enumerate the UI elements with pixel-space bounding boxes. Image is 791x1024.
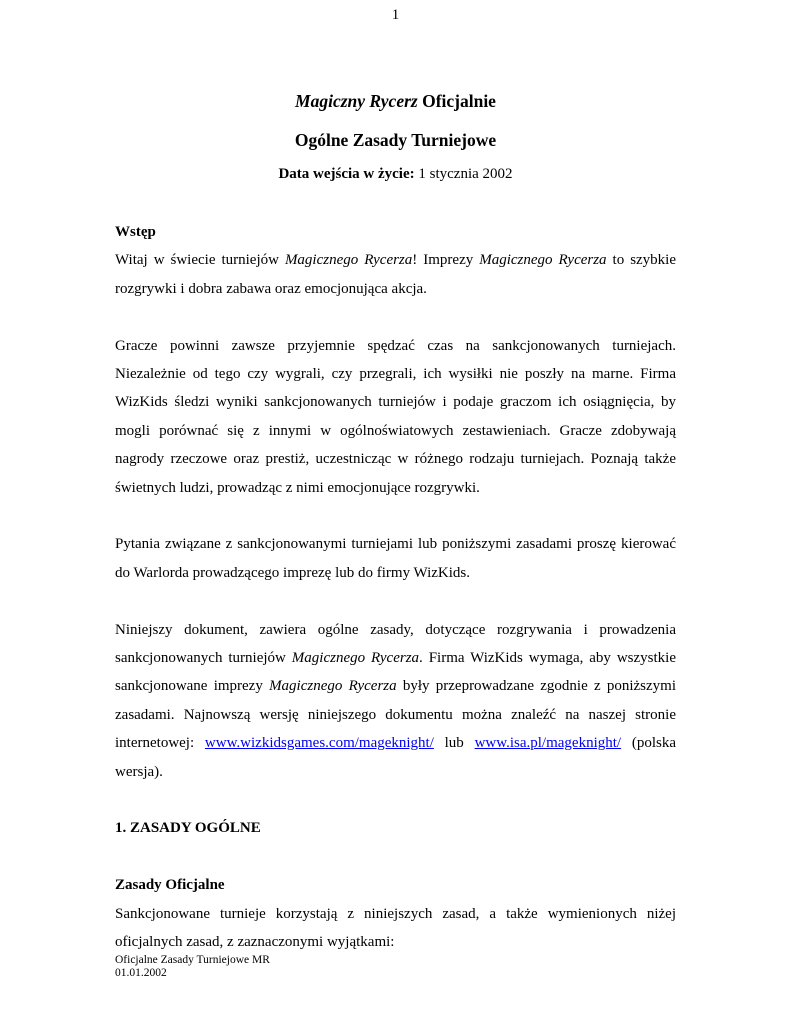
text-run-italic: Magicznego Rycerza	[284, 252, 413, 269]
text-run: to szybkie rozgrywki i dobra zabawa oraz emocjonująca akcja.	[115, 252, 677, 297]
title-official-suffix: Oficjalnie	[417, 91, 496, 111]
text-run: lub	[433, 735, 475, 752]
footer-document-name: Oficjalne Zasady Turniejowe MR	[115, 954, 270, 966]
footer-date: 01.01.2002	[115, 967, 167, 979]
text-run: . Firma WizKids wymaga, aby wszystkie sankcjonowane imprezy	[115, 650, 676, 695]
subsection-heading-zasady-oficjalne: Zasady Oficjalne	[115, 877, 225, 894]
document-content	[115, 88, 676, 956]
title-game-name: Magiczny Rycerz	[295, 91, 418, 111]
effective-date-value: 1 stycznia 2002	[414, 166, 513, 182]
text-run: Witaj w świecie turniejów	[115, 252, 285, 269]
text-run: Niniejszy dokument, zawiera ogólne zasady, dotyczące rozgrywania i prowadzenia sankcjonowanych turniejów	[115, 621, 676, 667]
paragraph-document-info	[115, 616, 676, 786]
section-heading-zasady-ogolne: 1. ZASADY OGÓLNE	[115, 820, 261, 837]
title-block	[115, 88, 676, 185]
text-run-italic: Magicznego Rycerza	[479, 252, 607, 269]
link-isa-pl[interactable]: www.isa.pl/mageknight/	[474, 735, 622, 752]
paragraph-official-rules: Sankcjonowane turnieje korzystają z niniejszych zasad, a także wymienionych niżej oficjalnych zasad, z zaznaczonymi wyjątkami:	[115, 905, 676, 951]
text-run-italic: Magicznego Rycerza	[269, 678, 397, 695]
text-run: były przeprowadzane zgodnie z poniższymi zasadami. Najnowszą wersję niniejszego dokumentu można znaleźć na naszej stronie internetowej:	[115, 678, 676, 752]
link-wizkidsgames[interactable]: www.wizkidsgames.com/mageknight/	[204, 735, 434, 752]
page-footer	[115, 954, 270, 980]
document-body	[115, 218, 676, 956]
paragraph-questions: Pytania związane z sankcjonowanymi turniejami lub poniższymi zasadami proszę kierować do Warlorda prowadzącego imprezę lub do firmy WizKids.	[115, 536, 676, 581]
section-heading-wstep: Wstęp	[115, 224, 156, 240]
page-number: 1	[391, 7, 400, 23]
text-run: (polska wersja).	[115, 735, 677, 780]
paragraph-welcome	[115, 246, 676, 303]
effective-date-label: Data wejścia w życie:	[278, 166, 415, 182]
text-run: ! Imprezy	[412, 252, 480, 269]
effective-date-line	[115, 163, 676, 185]
text-run-italic: Magicznego Rycerza	[291, 650, 420, 667]
document-subtitle: Ogólne Zasady Turniejowe	[294, 130, 497, 150]
document-title	[115, 88, 676, 114]
paragraph-players: Gracze powinni zawsze przyjemnie spędzać czas na sankcjonowanych turniejach. Niezależnie od tego czy wygrali, czy przegrali, ich wysiłki nie poszły na marne. Firma WizKids śledzi wyniki sankcjonowanych turniejów i podaje graczom ich osiągnięcia, by mogli porównać się z innymi w ogólnoświatowych zestawieniach. Gracze zdobywają nagrody rzeczowe oraz prestiż, uczestnicząc w różnego rodzaju turniejach. Poznają także świetnych ludzi, prowadząc z nimi emocjonujące rozgrywki.	[115, 337, 676, 496]
